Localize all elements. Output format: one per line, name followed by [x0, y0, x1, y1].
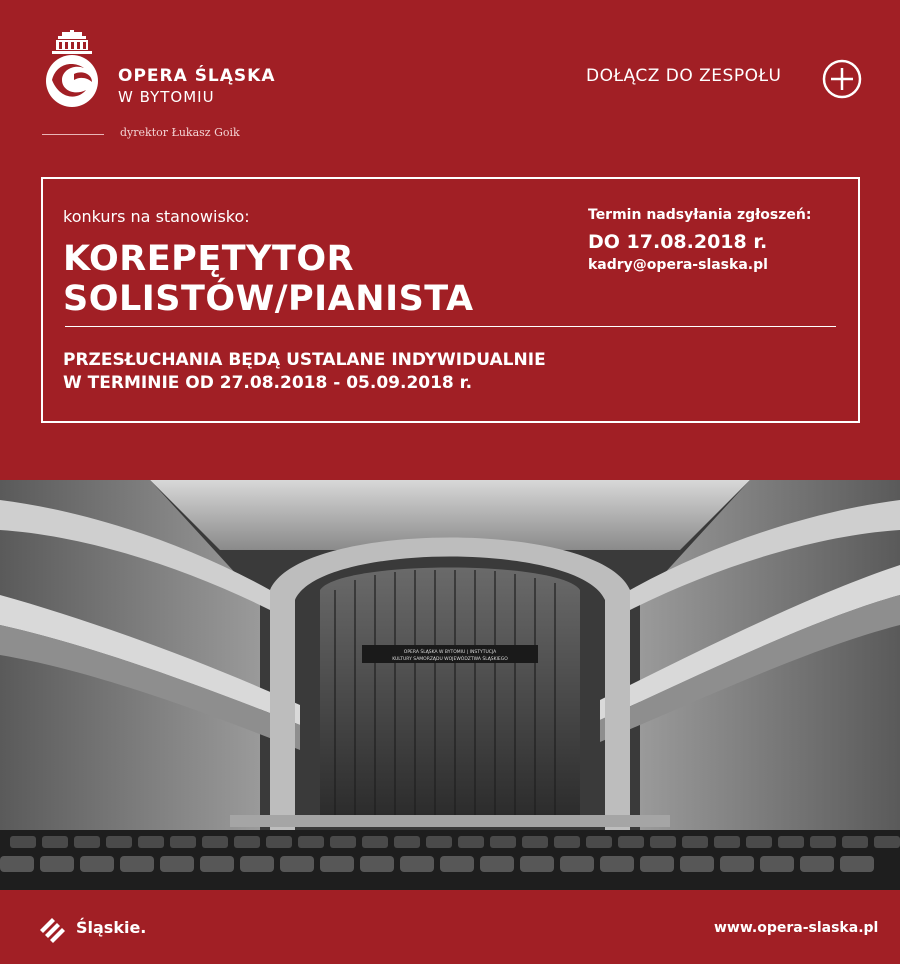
contact-email[interactable]: kadry@opera-slaska.pl: [588, 257, 768, 273]
plus-circle-icon[interactable]: [822, 59, 862, 99]
stage-banner-line-2: KULTURY SAMORZĄDU WOJEWÓDZTWA ŚLĄSKIEGO: [392, 657, 508, 662]
position-lead: konkurs na stanowisko:: [63, 207, 250, 226]
slaskie-label: Śląskie.: [76, 918, 147, 937]
stage-banner-line-1: OPERA ŚLĄSKA W BYTOMIU | INSTYTUCJA: [403, 650, 497, 655]
deadline-date: DO 17.08.2018 r.: [588, 231, 768, 253]
logo-subtitle: W BYTOMIU: [118, 88, 215, 106]
slaskie-logo-icon[interactable]: [38, 916, 68, 944]
director-divider: [42, 134, 104, 135]
position-title-line-1: KOREPĘTYTOR: [63, 239, 355, 279]
deadline-label: Termin nadsyłania zgłoszeń:: [588, 207, 812, 223]
position-title-line-2: SOLISTÓW/PIANISTA: [63, 279, 474, 319]
join-team-label[interactable]: DOŁĄCZ DO ZESPOŁU: [586, 66, 782, 86]
join-team-link[interactable]: [586, 66, 781, 86]
opera-logo-icon[interactable]: [38, 30, 106, 108]
theatre-illustration: [0, 480, 900, 890]
header: [0, 0, 900, 175]
theatre-interior-photo: [0, 480, 900, 890]
audition-line-1: PRZESŁUCHANIA BĘDĄ USTALANE INDYWIDUALNIE: [63, 350, 546, 370]
job-notice-box: [41, 177, 860, 423]
notice-divider: [65, 326, 836, 327]
audition-info: [63, 349, 546, 395]
logo-name: OPERA ŚLĄSKA: [118, 66, 276, 86]
director-credit: dyrektor Łukasz Goik: [120, 126, 240, 139]
position-title: [63, 239, 474, 319]
audition-line-2: W TERMINIE OD 27.08.2018 - 05.09.2018 r.: [63, 373, 473, 393]
website-link[interactable]: www.opera-slaska.pl: [714, 920, 879, 936]
